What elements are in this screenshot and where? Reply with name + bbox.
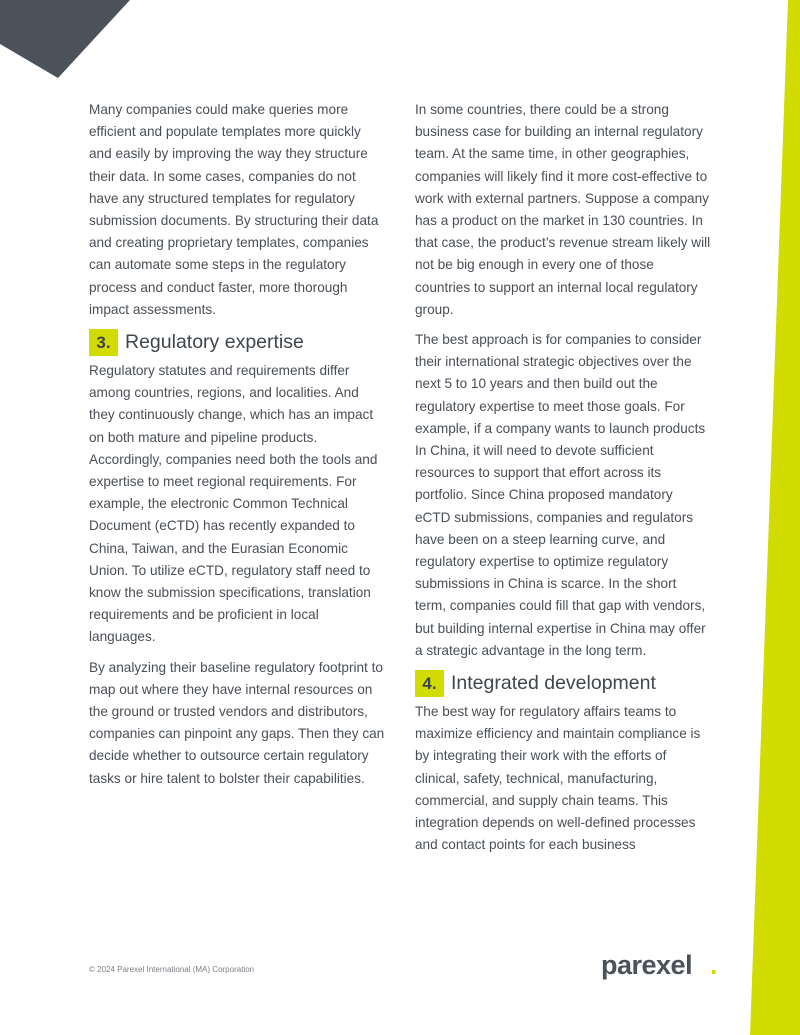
parexel-logo (601, 951, 719, 981)
logo-dot: . (710, 951, 718, 980)
side-accent-stripe (750, 0, 800, 1035)
section-4-heading (415, 670, 711, 697)
right-paragraph-3: The best way for regulatory affairs teams to maximize efficiency and maintain compliance is by integrating their work with the efforts of clinical, safety, technical, manufacturing, commercial, and supply chain teams. This integration depends on well-defined processes and contact points for each business (415, 704, 701, 853)
right-paragraph-2: The best approach is for companies to consider their international strategic objectives over the next 5 to 10 years and then build out the regulatory expertise to meet those goals. For example, if a company wants to launch products In China, it will need to devote sufficient resources to support that effort across its portfolio. Since China proposed mandatory eCTD submissions, companies and regulators have been on a steep learning curve, and regulatory expertise to optimize regulatory submissions in China is scarce. In the short term, companies could fill that gap with vendors, but building internal expertise in China may offer a strategic advantage in the long term. (415, 332, 706, 658)
logo-wordmark: parexel (601, 951, 693, 980)
left-column (89, 99, 385, 798)
section-number-badge: 4. (415, 670, 444, 697)
right-paragraph-1: In some countries, there could be a strong business case for building an internal regulatory team. At the same time, in other geographies, companies will likely find it more cost-effective to work with external partners. Suppose a company has a product on the market in 130 countries. In that case, the product’s revenue stream likely will not be big enough in every one of those countries to support an internal local regulatory group. (415, 102, 711, 317)
section-title: Regulatory expertise (125, 331, 304, 354)
section-3-heading (89, 329, 385, 356)
section-number-badge: 3. (89, 329, 118, 356)
corner-decoration (0, 0, 130, 78)
left-paragraph-1: Many companies could make queries more efficient and populate templates more quickly and easily by improving the way they structure their data. In some cases, companies do not have any structured templates for regulatory submission documents. By structuring their data and creating proprietary templates, companies can automate some steps in the regulatory process and conduct faster, more thorough impact assessments. (89, 102, 379, 317)
left-paragraph-2: Regulatory statutes and requirements differ among countries, regions, and localities. And they continuously change, which has an impact on both mature and pipeline products. Accordingly, companies need both the tools and expertise to meet regional requirements. For example, the electronic Common Technical Document (eCTD) has recently expanded to China, Taiwan, and the Eurasian Economic Union. To utilize eCTD, regulatory staff need to know the submission specifications, translation requirements and be proficient in local languages. (89, 363, 378, 645)
right-column (415, 99, 711, 865)
section-title: Integrated development (451, 672, 656, 695)
copyright-notice: © 2024 Parexel International (MA) Corporation (89, 965, 255, 974)
left-paragraph-3: By analyzing their baseline regulatory footprint to map out where they have internal resources on the ground or trusted vendors and distributors, companies can pinpoint any gaps. Then they can decide whether to outsource certain regulatory tasks or hire talent to bolster their capabilities. (89, 659, 385, 786)
